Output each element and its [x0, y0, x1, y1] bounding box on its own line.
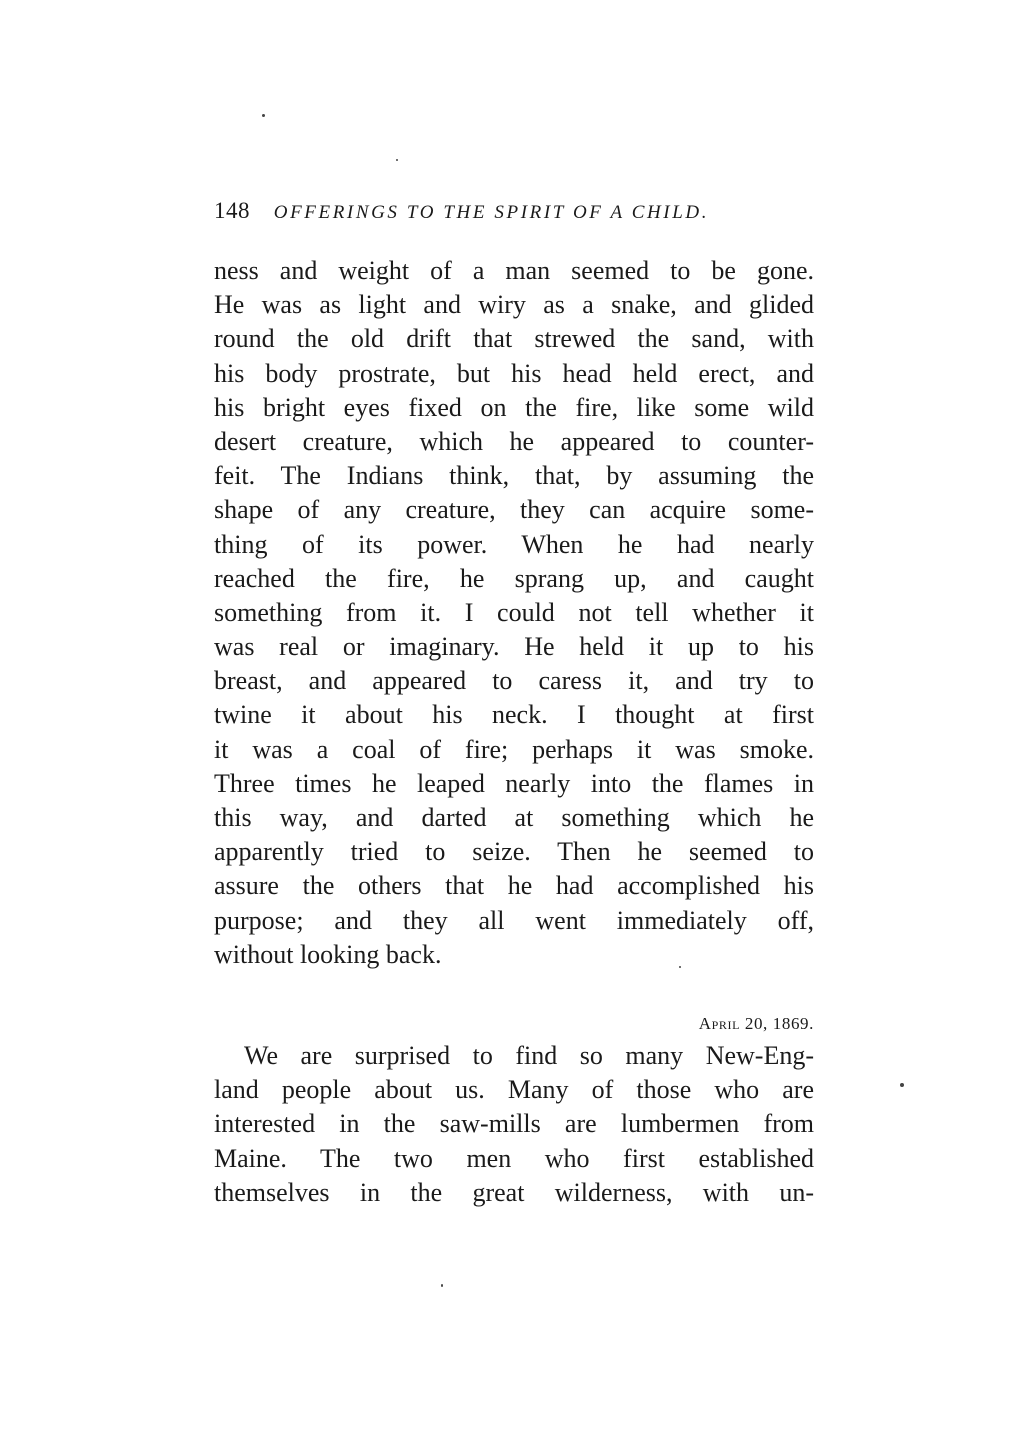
- scan-speck: [396, 159, 398, 161]
- text-line: shape of any creature, they can acquire some-: [214, 495, 814, 525]
- text-line: land people about us. Many of those who are: [214, 1075, 814, 1105]
- text-line: Maine. The two men who first established: [214, 1143, 814, 1173]
- text-line: his body prostrate, but his head held erect, and: [214, 358, 814, 388]
- text-line: was real or imaginary. He held it up to his: [214, 632, 814, 662]
- dateline: April 20, 1869.: [698, 1014, 814, 1033]
- passage-1: [214, 254, 814, 972]
- text-line: interested in the saw-mills are lumbermen from: [214, 1109, 814, 1139]
- text-line: breast, and appeared to caress it, and try to: [214, 666, 814, 696]
- text-line: themselves in the great wilderness, with un-: [214, 1177, 814, 1207]
- text-line: round the old drift that strewed the sand, with: [214, 324, 814, 354]
- page-header: [214, 196, 814, 226]
- text-line: ness and weight of a man seemed to be gone.: [214, 256, 814, 285]
- text-line: He was as light and wiry as a snake, and glided: [214, 290, 814, 320]
- text-line: something from it. I could not tell whether it: [214, 597, 814, 627]
- text-line: assure the others that he had accomplished his: [214, 871, 814, 901]
- text-line: this way, and darted at something which he: [214, 803, 814, 832]
- text-line: We are surprised to find so many New-Eng-: [244, 1041, 814, 1070]
- text-line: Three times he leaped nearly into the flames in: [214, 768, 814, 798]
- text-line: it was a coal of fire; perhaps it was smoke.: [214, 734, 814, 764]
- text-line: desert creature, which he appeared to counter-: [214, 426, 814, 456]
- text-line: feit. The Indians think, that, by assuming the: [214, 461, 814, 491]
- scan-speck: [262, 114, 265, 117]
- text-line: purpose; and they all went immediately off,: [214, 905, 814, 935]
- text-line: without looking back.: [214, 939, 442, 969]
- passage-2: [214, 1039, 814, 1210]
- text-line: reached the fire, he sprang up, and caught: [214, 563, 814, 593]
- scan-speck: [900, 1083, 904, 1087]
- running-title: OFFERINGS TO THE SPIRIT OF A CHILD.: [273, 202, 710, 223]
- page-number: 148: [214, 198, 250, 223]
- text-line: thing of its power. When he had nearly: [214, 529, 814, 559]
- text-line: apparently tried to seize. Then he seemed to: [214, 837, 814, 867]
- scan-speck: [441, 1284, 443, 1287]
- text-line: twine it about his neck. I thought at first: [214, 700, 814, 730]
- text-line: his bright eyes fixed on the fire, like some wild: [214, 392, 814, 422]
